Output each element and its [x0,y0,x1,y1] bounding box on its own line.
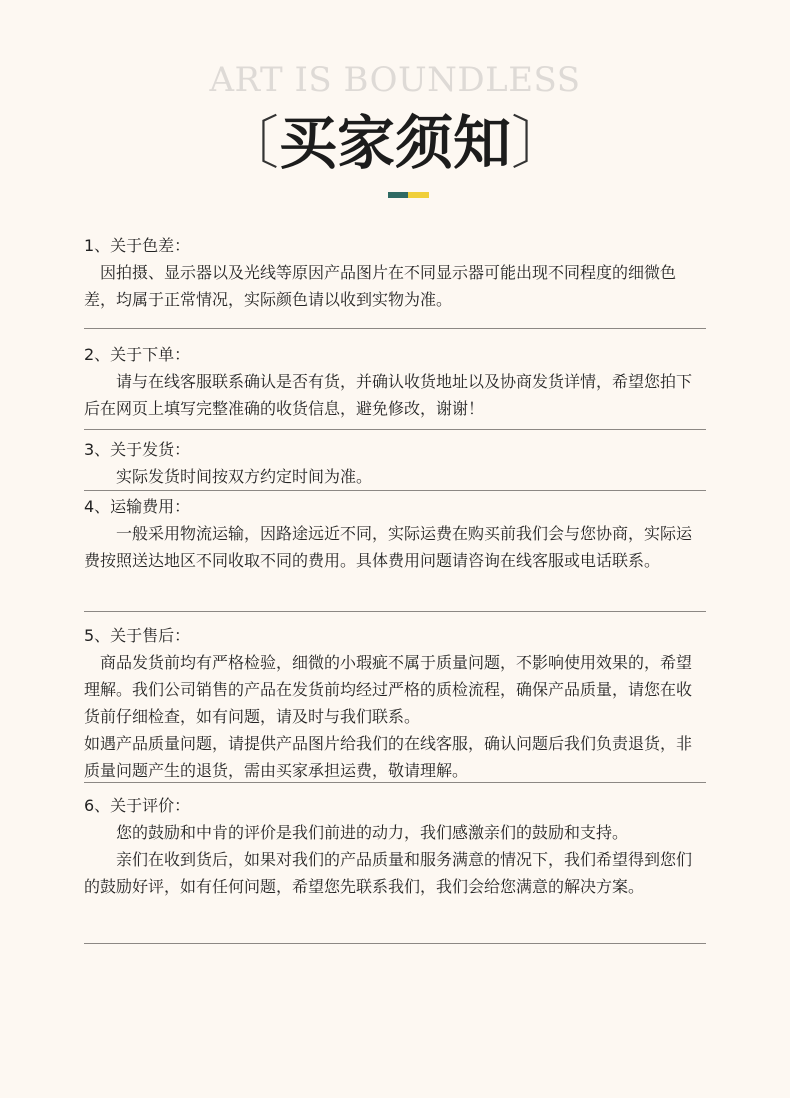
accent-bar-yellow [408,192,429,198]
section-color-difference [84,232,706,329]
page-title-text: 买家须知 [278,109,511,177]
section-shipping [84,436,706,491]
section-paragraph: 商品发货前均有严格检验，细微的小瑕疵不属于质量问题，不影响使用效果的，希望理解。我们公司销售的产品在发货前均经过严格的质检流程，确保产品质量，请您在收货前仔细检查，如有问题，请及时与我们联系。 [84,653,693,726]
subtitle: ART IS BOUNDLESS [209,60,581,100]
section-paragraph: 因拍摄、显示器以及光线等原因产品图片在不同显示器可能出现不同程度的细微色差，均属于正常情况，实际颜色请以收到实物为准。 [84,263,677,309]
section-paragraph: 实际发货时间按双方约定时间为准。 [84,467,373,486]
section-paragraph: 请与在线客服联系确认是否有货，并确认收货地址以及协商发货详情，希望您拍下后在网页上填写完整准确的收货信息，避免修改，谢谢！ [84,372,693,418]
section-paragraph: 一般采用物流运输，因路途远近不同，实际运费在购买前我们会与您协商，实际运费按照送达地区不同收取不同的费用。具体费用问题请咨询在线客服或电话联系。 [84,524,693,570]
section-reviews [84,792,706,944]
section-after-sales [84,622,706,783]
section-heading: 1、关于色差： [84,236,191,255]
section-paragraph: 您的鼓励和中肯的评价是我们前进的动力，我们感激亲们的鼓励和支持。 [84,823,629,842]
section-paragraph: 如遇产品质量问题，请提供产品图片给我们的在线客服，确认问题后我们负责退货，非质量问题产生的退货，需由买家承担运费，敬请理解。 [84,734,693,780]
page-title [0,96,790,180]
bracket-right: 〕 [511,109,570,177]
section-shipping-cost [84,493,706,612]
section-paragraph: 亲们在收到货后，如果对我们的产品质量和服务满意的情况下，我们希望得到您们的鼓励好评，如有任何问题，希望您先联系我们，我们会给您满意的解决方案。 [84,850,693,896]
section-heading: 4、运输费用： [84,497,191,516]
accent-bar-green [388,192,408,198]
section-ordering [84,341,706,430]
bracket-left: 〔 [220,109,279,177]
section-heading: 5、关于售后： [84,626,191,645]
section-heading: 6、关于评价： [84,796,191,815]
section-heading: 3、关于发货： [84,440,191,459]
section-heading: 2、关于下单： [84,345,191,364]
